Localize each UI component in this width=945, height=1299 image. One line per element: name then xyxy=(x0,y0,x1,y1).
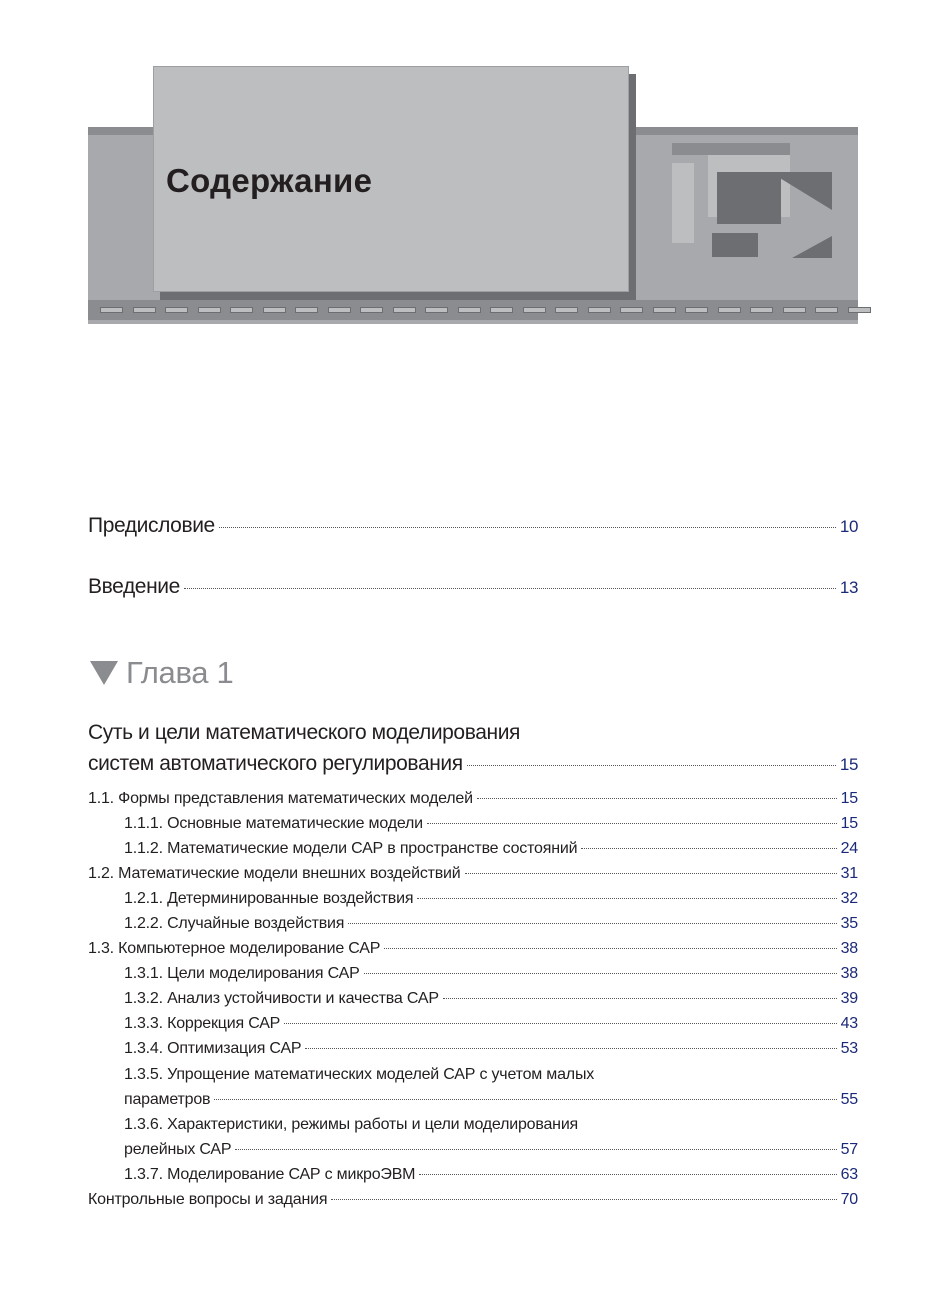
leader-dots xyxy=(214,1099,836,1100)
strip-dash xyxy=(620,307,643,313)
page-title: Содержание xyxy=(166,162,373,199)
leader-dots xyxy=(465,873,837,874)
strip-dash xyxy=(490,307,513,313)
leader-dots xyxy=(235,1149,836,1150)
decor-block-1 xyxy=(672,143,790,155)
strip-dash xyxy=(263,307,286,313)
toc-entry[interactable] xyxy=(88,1091,858,1109)
toc-entry[interactable] xyxy=(88,1040,858,1058)
strip-dash xyxy=(425,307,448,313)
leader-dots xyxy=(581,848,836,849)
toc-entry-title: Предисловие xyxy=(88,514,215,537)
decor-triangles xyxy=(770,170,834,262)
toc-entry-title: 1.1. Формы представления математических моделей xyxy=(88,790,473,807)
toc-entry[interactable] xyxy=(88,1166,858,1184)
toc-page-number: 39 xyxy=(840,990,858,1007)
toc-entry-title: 1.1.1. Основные математические модели xyxy=(124,815,423,832)
strip-dash xyxy=(295,307,318,313)
leader-dots xyxy=(417,898,836,899)
toc-entry-title: 1.2. Математические модели внешних воздействий xyxy=(88,865,461,882)
chapter-title-line1: Суть и цели математического моделирования xyxy=(88,721,521,744)
toc-entry-chapter-title[interactable] xyxy=(88,752,858,776)
strip-dash xyxy=(685,307,708,313)
toc-entry-title: 1.3.2. Анализ устойчивости и качества САР xyxy=(124,990,439,1007)
chapter-label: Глава 1 xyxy=(126,655,234,690)
strip-dash xyxy=(328,307,351,313)
toc-entry-title: 1.3.6. Характеристики, режимы работы и цели моделирования xyxy=(124,1116,579,1133)
leader-dots xyxy=(284,1023,836,1024)
toc-page-number: 35 xyxy=(840,915,858,932)
toc-page-number: 10 xyxy=(839,517,858,536)
decor-block-2 xyxy=(672,163,694,243)
toc-page-number: 38 xyxy=(840,940,858,957)
strip-dash xyxy=(718,307,741,313)
toc-page-number: 24 xyxy=(840,840,858,857)
strip-dash xyxy=(588,307,611,313)
toc-entry-introduction[interactable] xyxy=(88,575,858,599)
toc-entry-title: систем автоматического регулирования xyxy=(88,752,463,775)
strip-dash xyxy=(133,307,156,313)
toc-page-number: 13 xyxy=(839,578,858,597)
toc-entry[interactable] xyxy=(88,990,858,1008)
toc-entry[interactable] xyxy=(88,840,858,858)
leader-dots xyxy=(443,998,837,999)
toc-entry-title: 1.3.7. Моделирование САР с микроЭВМ xyxy=(124,1166,416,1183)
strip-dash xyxy=(750,307,773,313)
toc-entry-title: 1.1.2. Математические модели САР в пространстве состояний xyxy=(124,840,578,857)
toc-page-number: 15 xyxy=(840,815,858,832)
toc-page-number: 31 xyxy=(840,865,858,882)
leader-dots xyxy=(467,765,836,766)
leader-dots xyxy=(305,1048,836,1049)
toc-page-number: 15 xyxy=(840,790,858,807)
triangle-down-icon xyxy=(90,661,118,685)
strip-dash xyxy=(198,307,221,313)
toc-entry[interactable] xyxy=(88,865,858,883)
toc-entry[interactable] xyxy=(88,915,858,933)
toc-page-number: 70 xyxy=(840,1191,858,1208)
toc-entry-title: 1.3. Компьютерное моделирование САР xyxy=(88,940,381,957)
toc-entry-title: 1.3.5. Упрощение математических моделей САР с учетом малых xyxy=(124,1066,595,1083)
strip-dash xyxy=(848,307,871,313)
toc-page-number: 15 xyxy=(839,755,858,774)
toc-entry[interactable] xyxy=(88,1191,858,1209)
leader-dots xyxy=(364,973,837,974)
strip-dash xyxy=(523,307,546,313)
strip-dash xyxy=(393,307,416,313)
toc-entry-title-continued: параметров xyxy=(124,1091,211,1108)
leader-dots xyxy=(477,798,837,799)
toc-entry[interactable] xyxy=(88,1015,858,1033)
toc-entry-title: 1.3.4. Оптимизация САР xyxy=(124,1040,302,1057)
strip-dash xyxy=(458,307,481,313)
toc-entry-title: Введение xyxy=(88,575,180,598)
toc-page-number: 63 xyxy=(840,1166,858,1183)
leader-dots xyxy=(219,527,836,528)
toc-page-number: 38 xyxy=(840,965,858,982)
toc-page-number: 32 xyxy=(840,890,858,907)
strip-dash xyxy=(230,307,253,313)
toc-entry-title: Контрольные вопросы и задания xyxy=(88,1191,328,1208)
strip-dash xyxy=(555,307,578,313)
toc-entry[interactable] xyxy=(88,890,858,908)
leader-dots xyxy=(331,1199,836,1200)
toc-entry-preface[interactable] xyxy=(88,514,858,538)
leader-dots xyxy=(384,948,836,949)
strip-dash xyxy=(100,307,123,313)
toc-entry-title: 1.2.2. Случайные воздействия xyxy=(124,915,345,932)
toc-entry-title-continued: релейных САР xyxy=(124,1141,232,1158)
toc-page-number: 53 xyxy=(840,1040,858,1057)
decor-block-5 xyxy=(712,233,758,257)
leader-dots xyxy=(427,823,837,824)
chapter-heading xyxy=(90,655,234,691)
leader-dots xyxy=(348,923,836,924)
toc-entry-title: 1.2.1. Детерминированные воздействия xyxy=(124,890,414,907)
toc-entry[interactable] xyxy=(88,815,858,833)
toc-entry[interactable] xyxy=(88,790,858,808)
leader-dots xyxy=(419,1174,836,1175)
toc-entry[interactable] xyxy=(88,1141,858,1159)
toc-entry-title: 1.3.1. Цели моделирования САР xyxy=(124,965,360,982)
strip-dash xyxy=(360,307,383,313)
leader-dots xyxy=(184,588,836,589)
toc-entry[interactable] xyxy=(88,940,858,958)
strip-dash xyxy=(653,307,676,313)
strip-dash xyxy=(165,307,188,313)
toc-page-number: 43 xyxy=(840,1015,858,1032)
toc-page-number: 55 xyxy=(840,1091,858,1108)
toc-entry-title: 1.3.3. Коррекция САР xyxy=(124,1015,281,1032)
strip-dash xyxy=(783,307,806,313)
strip-dash xyxy=(815,307,838,313)
toc-page-number: 57 xyxy=(840,1141,858,1158)
toc-entry[interactable] xyxy=(88,965,858,983)
